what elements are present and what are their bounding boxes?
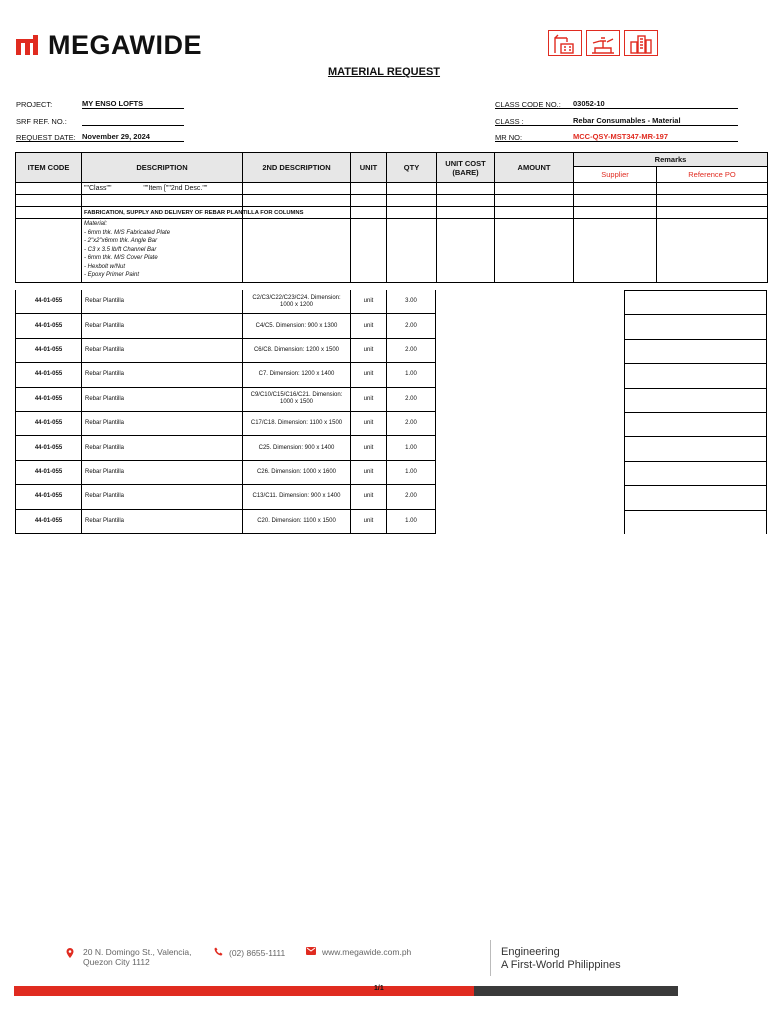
unit-cell: unit	[350, 314, 386, 338]
item-code-cell: 44-01-055	[15, 485, 81, 509]
reference-po-cell	[624, 339, 767, 363]
section-title: FABRICATION, SUPPLY AND DELIVERY OF REBAR PLANTILLA FOR COLUMNS	[82, 207, 243, 219]
description-cell: Rebar Plantilla	[81, 412, 242, 436]
second-description-cell: C9/C10/C15/C16/C21. Dimension: 1000 x 1500	[242, 388, 350, 412]
material-line: - Hexbolt w/Nut	[84, 263, 126, 270]
blank-row	[16, 195, 768, 207]
srf-label: SRF REF. NO.:	[16, 117, 67, 126]
request-date-value: November 29, 2024	[82, 132, 184, 142]
description-cell: Rebar Plantilla	[81, 363, 242, 387]
tagline-line-2: A First-World Philippines	[501, 959, 621, 971]
description-cell: Rebar Plantilla	[81, 461, 242, 485]
header-icons	[548, 30, 658, 56]
material-line: - C3 x 3.5 lb/ft Channel Bar	[84, 246, 157, 253]
reference-po-cell	[624, 314, 767, 338]
unit-cell: unit	[350, 363, 386, 387]
item-code-cell: 44-01-055	[15, 510, 81, 534]
address-line-1: 20 N. Domingo St., Valencia,	[83, 947, 192, 957]
reference-po-cell	[624, 485, 767, 509]
class-value: Rebar Consumables - Material	[573, 116, 738, 126]
company-logo	[16, 30, 203, 60]
qty-cell: 2.00	[386, 339, 436, 363]
qty-cell: 2.00	[386, 485, 436, 509]
qty-cell: 1.00	[386, 510, 436, 534]
unit-cell: unit	[350, 388, 386, 412]
material-heading: Material:	[84, 221, 108, 227]
header-item-code: ITEM CODE	[16, 153, 82, 183]
description-cell: Rebar Plantilla	[81, 436, 242, 460]
unit-cell: unit	[350, 485, 386, 509]
table-row	[15, 314, 767, 338]
second-description-cell: C7. Dimension: 1200 x 1400	[242, 363, 350, 387]
reference-po-cell	[624, 436, 767, 460]
placeholder-row	[16, 183, 768, 195]
qty-cell: 2.00	[386, 412, 436, 436]
srf-value	[82, 116, 184, 126]
footer-phone	[214, 947, 285, 958]
mr-value: MCC-QSY-MST347-MR-197	[573, 132, 738, 142]
location-pin-icon	[66, 948, 74, 960]
second-description-cell: C2/C3/C22/C23/C24. Dimension: 1000 x 1200	[242, 290, 350, 314]
item-code-cell: 44-01-055	[15, 436, 81, 460]
material-line: - 2"x2"x6mm thk. Angle Bar	[84, 238, 158, 244]
reference-po-cell	[624, 388, 767, 412]
footer-website	[306, 947, 411, 957]
table-row	[15, 388, 767, 412]
description-cell: Rebar Plantilla	[81, 388, 242, 412]
placeholder-description	[82, 183, 243, 195]
reference-po-cell	[624, 461, 767, 485]
crane-building-icon	[548, 30, 582, 56]
reference-po-cell	[624, 290, 767, 314]
second-description-cell: C4/C5. Dimension: 900 x 1300	[242, 314, 350, 338]
city-buildings-icon	[624, 30, 658, 56]
address-line-2: Quezon City 1112	[83, 957, 150, 967]
material-line: - 6mm thk. M/S Cover Plate	[84, 255, 158, 261]
header-unit: UNIT	[351, 153, 387, 183]
mr-underline	[495, 141, 738, 142]
mail-icon	[306, 947, 316, 957]
qty-cell: 1.00	[386, 461, 436, 485]
unit-cell: unit	[350, 412, 386, 436]
unit-cell: unit	[350, 436, 386, 460]
class-code-value: 03052-10	[573, 99, 738, 109]
second-description-cell: C13/C11. Dimension: 900 x 1400	[242, 485, 350, 509]
request-date-underline	[16, 141, 184, 142]
table-row	[15, 461, 767, 485]
footer-bar-dark	[474, 986, 678, 996]
project-label: PROJECT:	[16, 100, 53, 109]
material-line: - Epoxy Primer Paint	[84, 272, 140, 278]
reference-po-cell	[624, 412, 767, 436]
second-description-cell: C6/C8. Dimension: 1200 x 1500	[242, 339, 350, 363]
table-row	[15, 412, 767, 436]
description-cell: Rebar Plantilla	[81, 339, 242, 363]
class-underline	[495, 125, 738, 126]
header-description: DESCRIPTION	[82, 153, 243, 183]
table-row	[15, 485, 767, 509]
header-2nd-description: 2ND DESCRIPTION	[243, 153, 351, 183]
item-code-cell: 44-01-055	[15, 388, 81, 412]
table-row	[15, 290, 767, 314]
table-row	[15, 510, 767, 534]
material-spec-row	[16, 219, 768, 283]
table-row	[15, 339, 767, 363]
header-reference-po: Reference PO	[657, 167, 768, 183]
tagline-line-1: Engineering	[501, 946, 560, 958]
website-link[interactable]: www.megawide.com.ph	[322, 947, 412, 957]
table-row	[15, 436, 767, 460]
material-table	[15, 152, 768, 283]
qty-cell: 2.00	[386, 314, 436, 338]
unit-cell: unit	[350, 461, 386, 485]
footer-divider	[490, 940, 491, 976]
header-supplier: Supplier	[574, 167, 657, 183]
item-code-cell: 44-01-055	[15, 314, 81, 338]
description-cell: Rebar Plantilla	[81, 290, 242, 314]
header-remarks: Remarks	[574, 153, 768, 167]
qty-cell: 1.00	[386, 436, 436, 460]
header-unit-cost: UNIT COST (BARE)	[437, 153, 495, 183]
second-description-cell: C26. Dimension: 1000 x 1600	[242, 461, 350, 485]
second-description-cell: C17/C18. Dimension: 1100 x 1500	[242, 412, 350, 436]
footer-tagline	[501, 946, 621, 972]
header-qty: QTY	[387, 153, 437, 183]
item-code-cell: 44-01-055	[15, 339, 81, 363]
placeholder-class-text: ""Class""	[84, 185, 112, 192]
mr-label: MR NO:	[495, 133, 523, 142]
class-label: CLASS :	[495, 117, 524, 126]
page-number: 1/1	[374, 985, 384, 992]
footer-address	[66, 947, 192, 967]
description-cell: Rebar Plantilla	[81, 314, 242, 338]
second-description-cell: C20. Dimension: 1100 x 1500	[242, 510, 350, 534]
qty-cell: 1.00	[386, 363, 436, 387]
material-spec	[82, 219, 243, 283]
item-code-cell: 44-01-055	[15, 290, 81, 314]
item-code-cell: 44-01-055	[15, 363, 81, 387]
table-row	[15, 363, 767, 387]
unit-cell: unit	[350, 510, 386, 534]
qty-cell: 2.00	[386, 388, 436, 412]
item-code-cell: 44-01-055	[15, 412, 81, 436]
footer-bar-red	[14, 986, 474, 996]
header-amount: AMOUNT	[495, 153, 574, 183]
unit-cell: unit	[350, 290, 386, 314]
project-value: MY ENSO LOFTS	[82, 99, 184, 109]
phone-number: (02) 8655-1111	[229, 947, 286, 958]
material-line: - 6mm thk. M/S Fabricated Plate	[84, 229, 171, 236]
item-code-cell: 44-01-055	[15, 461, 81, 485]
class-code-underline	[495, 108, 738, 109]
page-title: MATERIAL REQUEST	[327, 66, 441, 78]
reference-po-cell	[624, 510, 767, 534]
phone-icon	[214, 947, 223, 958]
request-date-label: REQUEST DATE:	[16, 133, 76, 142]
description-cell: Rebar Plantilla	[81, 510, 242, 534]
qty-cell: 3.00	[386, 290, 436, 314]
logo-text: MEGAWIDE	[48, 30, 203, 60]
section-title-row	[16, 207, 768, 219]
placeholder-item-text: ""Item [""2nd Desc.""	[143, 185, 208, 192]
reference-po-cell	[624, 363, 767, 387]
description-cell: Rebar Plantilla	[81, 485, 242, 509]
airport-icon	[586, 30, 620, 56]
class-code-label: CLASS CODE NO.:	[495, 100, 561, 109]
second-description-cell: C25. Dimension: 900 x 1400	[242, 436, 350, 460]
unit-cell: unit	[350, 339, 386, 363]
megawide-logo-icon	[16, 35, 40, 55]
